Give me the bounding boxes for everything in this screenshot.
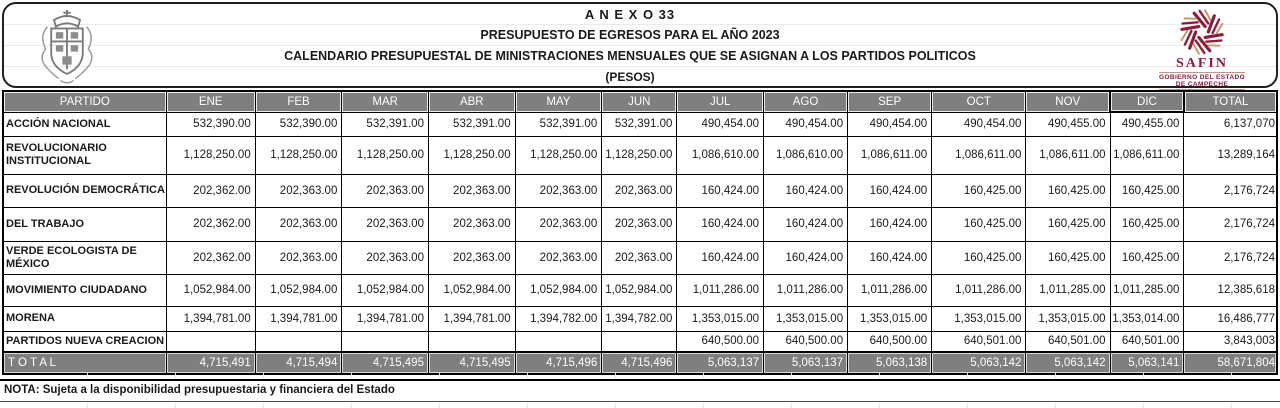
amount-cell: 532,391.00 [602, 112, 677, 136]
amount-cell [255, 331, 342, 352]
amount-cell: 640,500.00 [848, 331, 932, 352]
amount-cell: 1,128,250.00 [428, 136, 515, 174]
budget-table [2, 90, 1278, 375]
amount-cell: 202,363.00 [342, 207, 429, 241]
party-row [3, 207, 1277, 241]
amount-cell: 1,353,015.00 [764, 306, 848, 331]
monthly-total-cell: 5,063,137 [764, 352, 848, 374]
amount-cell: 202,363.00 [255, 174, 342, 207]
amount-cell: 160,424.00 [764, 207, 848, 241]
column-header-nov: NOV [1026, 91, 1110, 112]
amount-cell: 640,501.00 [1110, 331, 1184, 352]
column-header-dic: DIC [1110, 91, 1184, 112]
amount-cell: 1,052,984.00 [602, 274, 677, 306]
monthly-total-cell: 5,063,137 [677, 352, 764, 374]
row-total-cell: 6,137,070 [1184, 112, 1277, 136]
column-header-ene: ENE [166, 91, 255, 112]
safin-org-line1: GOBIERNO DEL ESTADO [1158, 74, 1246, 81]
row-total-cell: 2,176,724 [1184, 241, 1277, 274]
amount-cell: 202,363.00 [602, 207, 677, 241]
party-name: REVOLUCIONARIO INSTITUCIONAL [3, 136, 166, 174]
amount-cell: 160,424.00 [677, 207, 764, 241]
amount-cell [342, 331, 429, 352]
title-calendario: CALENDARIO PRESUPUESTAL DE MINISTRACIONES MENSUALES QUE SE ASIGNAN A LOS PARTIDOS POLITICOS [284, 49, 976, 63]
amount-cell: 1,394,781.00 [166, 306, 255, 331]
safin-logo [1146, 7, 1258, 87]
amount-cell: 1,128,250.00 [515, 136, 602, 174]
row-total-cell: 2,176,724 [1184, 174, 1277, 207]
amount-cell: 160,425.00 [1110, 207, 1184, 241]
amount-cell: 1,011,286.00 [677, 274, 764, 306]
party-name: MOVIMIENTO CIUDADANO [3, 274, 166, 306]
amount-cell: 202,363.00 [342, 241, 429, 274]
amount-cell [428, 331, 515, 352]
amount-cell: 1,052,984.00 [166, 274, 255, 306]
amount-cell: 202,363.00 [255, 207, 342, 241]
amount-cell: 202,362.00 [166, 174, 255, 207]
amount-cell: 1,052,984.00 [515, 274, 602, 306]
column-header-partido: PARTIDO [3, 91, 166, 112]
amount-cell: 160,425.00 [1026, 207, 1110, 241]
monthly-total-cell: 4,715,494 [255, 352, 342, 374]
amount-cell: 202,362.00 [166, 241, 255, 274]
amount-cell: 160,425.00 [932, 174, 1026, 207]
amount-cell: 202,363.00 [515, 207, 602, 241]
amount-cell: 1,086,610.00 [677, 136, 764, 174]
amount-cell: 1,353,015.00 [848, 306, 932, 331]
amount-cell: 490,454.00 [677, 112, 764, 136]
monthly-total-cell: 5,063,138 [848, 352, 932, 374]
amount-cell: 160,425.00 [1026, 241, 1110, 274]
amount-cell: 1,011,285.00 [1110, 274, 1184, 306]
amount-cell: 1,052,984.00 [428, 274, 515, 306]
grand-total-row [3, 352, 1277, 374]
campeche-coat-of-arms-icon [32, 8, 102, 86]
amount-cell: 1,086,610.00 [764, 136, 848, 174]
party-name: DEL TRABAJO [3, 207, 166, 241]
party-name: REVOLUCIÓN DEMOCRÁTICA [3, 174, 166, 207]
row-total-cell: 2,176,724 [1184, 207, 1277, 241]
column-header-jun: JUN [602, 91, 677, 112]
amount-cell: 532,390.00 [255, 112, 342, 136]
row-total-cell: 3,843,003 [1184, 331, 1277, 352]
amount-cell: 1,353,015.00 [677, 306, 764, 331]
amount-cell: 202,363.00 [255, 241, 342, 274]
spreadsheet-gridlines-strip-bottom [0, 403, 1280, 408]
amount-cell: 202,363.00 [515, 174, 602, 207]
amount-cell: 490,455.00 [1110, 112, 1184, 136]
amount-cell: 1,086,611.00 [1110, 136, 1184, 174]
amount-cell: 160,424.00 [764, 241, 848, 274]
safin-pinwheel-icon [1174, 7, 1230, 57]
party-row [3, 306, 1277, 331]
party-name: PARTIDOS NUEVA CREACION [3, 331, 166, 352]
safin-org-line2: DE CAMPECHE [1175, 81, 1229, 88]
monthly-total-cell: 5,063,141 [1110, 352, 1184, 374]
amount-cell: 490,455.00 [1026, 112, 1110, 136]
amount-cell: 202,363.00 [602, 174, 677, 207]
title-presupuesto: PRESUPUESTO DE EGRESOS PARA EL AÑO 2023 [480, 28, 780, 42]
amount-cell: 1,086,611.00 [848, 136, 932, 174]
monthly-total-cell: 4,715,495 [428, 352, 515, 374]
amount-cell: 202,363.00 [428, 207, 515, 241]
amount-cell: 202,363.00 [342, 174, 429, 207]
amount-cell: 1,394,782.00 [602, 306, 677, 331]
party-row [3, 274, 1277, 306]
amount-cell: 1,086,611.00 [1026, 136, 1110, 174]
amount-cell: 1,353,014.00 [1110, 306, 1184, 331]
column-header-row [3, 91, 1277, 112]
amount-cell: 1,394,781.00 [342, 306, 429, 331]
amount-cell: 1,011,285.00 [1026, 274, 1110, 306]
amount-cell: 202,363.00 [428, 174, 515, 207]
monthly-total-cell: 4,715,496 [602, 352, 677, 374]
amount-cell: 640,500.00 [677, 331, 764, 352]
party-row [3, 241, 1277, 274]
column-header-feb: FEB [255, 91, 342, 112]
column-header-mar: MAR [342, 91, 429, 112]
row-total-cell: 12,385,618 [1184, 274, 1277, 306]
anexo-title: A N E X O 33 [584, 7, 676, 22]
safin-org-caption [1159, 72, 1245, 90]
amount-cell [515, 331, 602, 352]
party-row [3, 174, 1277, 207]
party-row [3, 331, 1277, 352]
amount-cell: 160,424.00 [848, 207, 932, 241]
amount-cell: 1,353,015.00 [1026, 306, 1110, 331]
amount-cell: 532,391.00 [428, 112, 515, 136]
column-header-ago: AGO [764, 91, 848, 112]
party-name: VERDE ECOLOGISTA DE MÉXICO [3, 241, 166, 274]
row-total-cell: 13,289,164 [1184, 136, 1277, 174]
amount-cell: 1,011,286.00 [848, 274, 932, 306]
document-header [2, 2, 1278, 88]
amount-cell: 1,128,250.00 [166, 136, 255, 174]
amount-cell: 1,128,250.00 [602, 136, 677, 174]
monthly-total-cell: 4,715,491 [166, 352, 255, 374]
grand-total-cell: 58,671,804 [1184, 352, 1277, 374]
row-total-cell: 16,486,777 [1184, 306, 1277, 331]
amount-cell: 202,362.00 [166, 207, 255, 241]
monthly-total-cell: 5,063,142 [1026, 352, 1110, 374]
amount-cell: 160,425.00 [932, 207, 1026, 241]
amount-cell: 160,424.00 [848, 174, 932, 207]
amount-cell: 640,501.00 [932, 331, 1026, 352]
amount-cell: 160,425.00 [932, 241, 1026, 274]
amount-cell: 160,424.00 [848, 241, 932, 274]
amount-cell: 1,128,250.00 [255, 136, 342, 174]
party-name: ACCIÓN NACIONAL [3, 112, 166, 136]
party-row [3, 136, 1277, 174]
amount-cell: 160,424.00 [764, 174, 848, 207]
amount-cell: 202,363.00 [602, 241, 677, 274]
amount-cell: 490,454.00 [932, 112, 1026, 136]
amount-cell: 532,391.00 [342, 112, 429, 136]
amount-cell: 532,390.00 [166, 112, 255, 136]
table-body [3, 112, 1277, 374]
amount-cell: 1,011,286.00 [764, 274, 848, 306]
amount-cell: 1,011,286.00 [932, 274, 1026, 306]
column-header-total: TOTAL [1184, 91, 1277, 112]
amount-cell: 160,424.00 [677, 174, 764, 207]
amount-cell: 160,424.00 [677, 241, 764, 274]
amount-cell: 1,394,782.00 [515, 306, 602, 331]
amount-cell: 1,052,984.00 [255, 274, 342, 306]
amount-cell: 160,425.00 [1026, 174, 1110, 207]
amount-cell: 1,052,984.00 [342, 274, 429, 306]
amount-cell: 202,363.00 [428, 241, 515, 274]
document-titles [124, 4, 1136, 86]
total-row-label: T O T A L [3, 352, 166, 374]
title-pesos: (PESOS) [605, 70, 655, 84]
column-header-sep: SEP [848, 91, 932, 112]
column-header-oct: OCT [932, 91, 1026, 112]
column-header-abr: ABR [428, 91, 515, 112]
party-row [3, 112, 1277, 136]
amount-cell: 1,128,250.00 [342, 136, 429, 174]
amount-cell: 640,501.00 [1026, 331, 1110, 352]
amount-cell [166, 331, 255, 352]
monthly-total-cell: 4,715,495 [342, 352, 429, 374]
amount-cell: 160,425.00 [1110, 174, 1184, 207]
column-header-jul: JUL [677, 91, 764, 112]
amount-cell: 490,454.00 [848, 112, 932, 136]
amount-cell: 202,363.00 [515, 241, 602, 274]
amount-cell: 1,394,781.00 [255, 306, 342, 331]
monthly-total-cell: 5,063,142 [932, 352, 1026, 374]
column-header-may: MAY [515, 91, 602, 112]
safin-wordmark: SAFIN [1175, 56, 1228, 71]
monthly-total-cell: 4,715,496 [515, 352, 602, 374]
amount-cell: 1,394,781.00 [428, 306, 515, 331]
footer-note: NOTA: Sujeta a la disponibilidad presupuestaria y financiera del Estado [0, 379, 1280, 402]
party-name: MORENA [3, 306, 166, 331]
amount-cell: 160,425.00 [1110, 241, 1184, 274]
table-head [3, 91, 1277, 112]
amount-cell: 532,391.00 [515, 112, 602, 136]
amount-cell: 640,500.00 [764, 331, 848, 352]
amount-cell: 1,086,611.00 [932, 136, 1026, 174]
amount-cell [602, 331, 677, 352]
amount-cell: 490,454.00 [764, 112, 848, 136]
amount-cell: 1,353,015.00 [932, 306, 1026, 331]
